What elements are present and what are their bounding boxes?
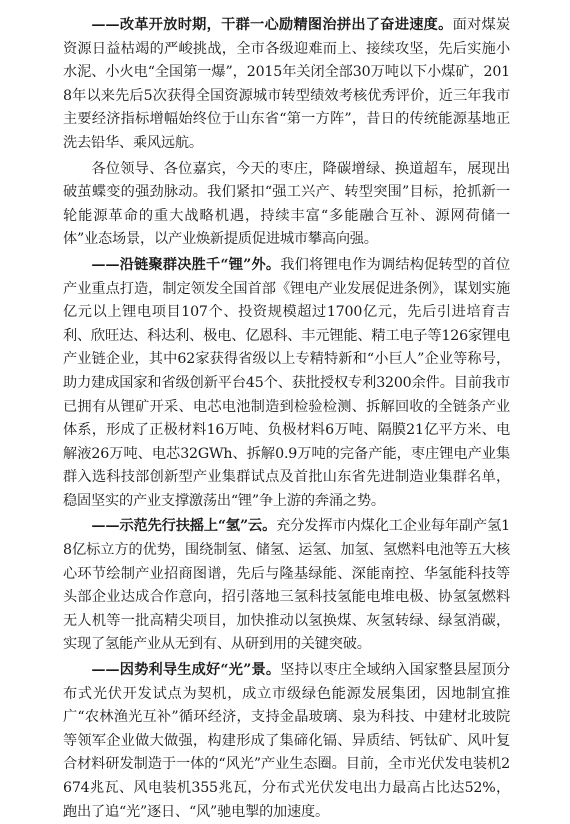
paragraph-lead: ——改革开放时期，干群一心励精图治拼出了奋进速度。 bbox=[91, 17, 453, 33]
paragraph-solar bbox=[63, 659, 510, 824]
paragraph-reform-era bbox=[63, 14, 510, 156]
paragraph-body: 我们将锂电作为调结构促转型的首位产业重点打造，制定领发全国首部《锂电产业发展促进条例》，谋划实施亿元以上锂电项目107个、投资规模超过1700亿元，先后引进培育吉利、欣旺达、科达利、极电、亿恩科、丰元锂能、精工电子等126家锂电产业链企业，其中62家获得省级以上专精特新和“小巨人”企业等称号，助力建成国家和省级创新平台45个、获批授权专利3200余件。目前我市已拥有从锂矿开采、电芯电池制造到检验检测、拆解回收的全链条产业体系，形成了正极材料16万吨、负极材料6万吨、隔膜21亿平方米、电解液26万吨、电芯32GWh、拆解0.9万吨的完备产能，枣庄锂电产业集群入选科技部创新型产业集群试点及首批山东省先进制造业集群名单，稳固坚实的产业支撑激荡出“锂”争上游的奔涌之势。 bbox=[63, 256, 510, 509]
paragraph-body: 充分发挥市内煤化工企业每年副产氢18亿标立方的优势，围绕制氢、储氢、运氢、加氢、氢燃料电池等五大核心环节绘制产业招商图谱，先后与隆基绿能、深能南控、华氢能科技等头部企业达成合作意向，招引落地三氢科技氢能电堆电极、协氢氢燃料无人机等一批高精尖项目，加快推动以氢换煤、灰氢转绿、绿氢消碳，实现了氢能产业从无到有、从研到用的关键突破。 bbox=[63, 518, 510, 653]
paragraph-greeting bbox=[63, 158, 510, 252]
paragraph-body: 各位领导、各位嘉宾，今天的枣庄，降碳增绿、换道超车，展现出破茧蝶变的强劲脉动。我们紧扣“强工兴产、转型突围”目标，抢抓新一轮能源革命的重大战略机遇，持续丰富“多能融合互补、源网荷储一体”业态场景，以产业焕新提质促进城市攀高向强。 bbox=[63, 160, 510, 248]
paragraph-lead: ——沿链聚群决胜千“锂”外。 bbox=[91, 256, 281, 273]
paragraph-lead: ——示范先行扶摇上“氢”云。 bbox=[91, 518, 277, 535]
paragraph-body: 坚持以枣庄全域纳入国家整县屋顶分布式光伏开发试点为契机，成立市级绿色能源发展集团，因地制宜推广“农林渔光互补”循环经济，支持金晶玻璃、泉为科技、中建材北玻院等领军企业做大做强，构建形成了集碲化镉、异质结、钙钛矿、风叶复合材料研发制造于一体的“风光”产业生态圈。目前，全市光伏发电装机2674兆瓦、风电装机355兆瓦，分布式光伏发电出力最高占比达52%，跑出了追“光”逐日、“风”驰电掣的加速度。 bbox=[63, 662, 510, 820]
paragraph-lead: ——因势利导生成好“光”景。 bbox=[91, 662, 281, 679]
paragraph-lithium bbox=[63, 254, 510, 514]
paragraph-hydrogen bbox=[63, 515, 510, 657]
paragraph-body: 面对煤炭资源日益枯竭的严峻挑战，全市各级迎难而上、接续攻坚，先后实施小水泥、小火电“全国第一爆”，2015年关闭全部30万吨以下小煤矿，2018年以来先后5次获得全国资源城市转型绩效考核优秀评价，近三年我市主要经济指标增幅始终位于山东省“第一方阵”，昔日的传统能源基地正洗去铅华、乘风远航。 bbox=[63, 17, 510, 151]
